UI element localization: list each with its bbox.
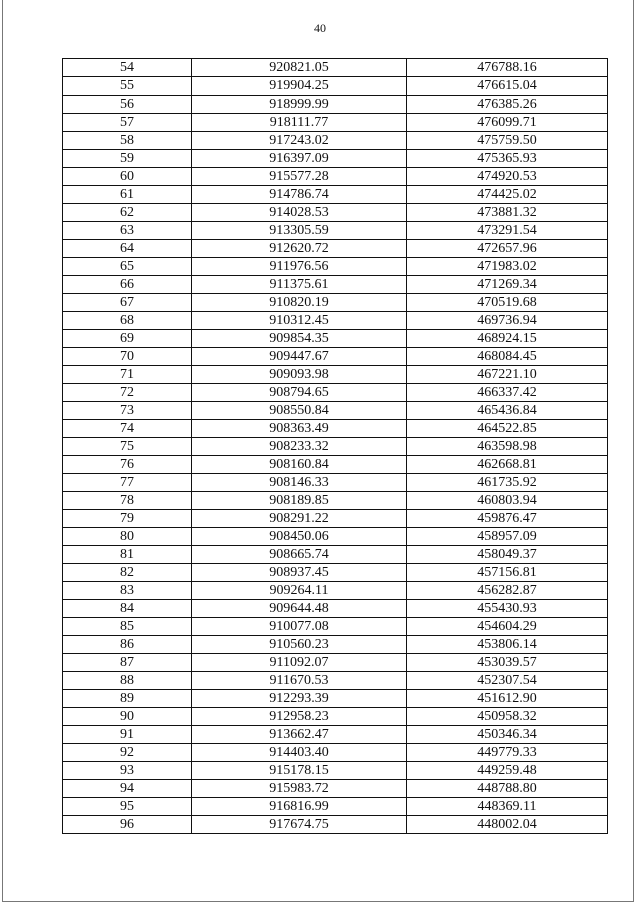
y-coordinate-cell: 453039.57 <box>407 654 608 672</box>
table-row <box>63 672 608 690</box>
table-row <box>63 312 608 330</box>
y-coordinate-cell: 458957.09 <box>407 528 608 546</box>
point-number-cell: 66 <box>63 276 192 294</box>
table-row <box>63 258 608 276</box>
x-coordinate-cell: 908189.85 <box>192 492 407 510</box>
y-coordinate-cell: 474425.02 <box>407 186 608 204</box>
table-row <box>63 114 608 132</box>
x-coordinate-cell: 908794.65 <box>192 384 407 402</box>
x-coordinate-cell: 916816.99 <box>192 798 407 816</box>
point-number-cell: 89 <box>63 690 192 708</box>
coordinates-table <box>62 58 608 834</box>
y-coordinate-cell: 467221.10 <box>407 366 608 384</box>
table-row <box>63 222 608 240</box>
point-number-cell: 60 <box>63 168 192 186</box>
table-row <box>63 618 608 636</box>
table-row <box>63 204 608 222</box>
x-coordinate-cell: 912620.72 <box>192 240 407 258</box>
table-row <box>63 150 608 168</box>
table-row <box>63 744 608 762</box>
x-coordinate-cell: 912293.39 <box>192 690 407 708</box>
y-coordinate-cell: 448369.11 <box>407 798 608 816</box>
y-coordinate-cell: 476788.16 <box>407 59 608 77</box>
table-row <box>63 798 608 816</box>
y-coordinate-cell: 471269.34 <box>407 276 608 294</box>
x-coordinate-cell: 910560.23 <box>192 636 407 654</box>
point-number-cell: 94 <box>63 780 192 798</box>
y-coordinate-cell: 473881.32 <box>407 204 608 222</box>
x-coordinate-cell: 919904.25 <box>192 77 407 96</box>
point-number-cell: 93 <box>63 762 192 780</box>
x-coordinate-cell: 913305.59 <box>192 222 407 240</box>
point-number-cell: 70 <box>63 348 192 366</box>
table-row <box>63 654 608 672</box>
table-row <box>63 402 608 420</box>
point-number-cell: 64 <box>63 240 192 258</box>
x-coordinate-cell: 918999.99 <box>192 96 407 114</box>
y-coordinate-cell: 463598.98 <box>407 438 608 456</box>
point-number-cell: 54 <box>63 59 192 77</box>
x-coordinate-cell: 916397.09 <box>192 150 407 168</box>
y-coordinate-cell: 470519.68 <box>407 294 608 312</box>
point-number-cell: 73 <box>63 402 192 420</box>
table-row <box>63 780 608 798</box>
x-coordinate-cell: 908363.49 <box>192 420 407 438</box>
point-number-cell: 81 <box>63 546 192 564</box>
table-row <box>63 456 608 474</box>
x-coordinate-cell: 909264.11 <box>192 582 407 600</box>
y-coordinate-cell: 457156.81 <box>407 564 608 582</box>
x-coordinate-cell: 911092.07 <box>192 654 407 672</box>
table-row <box>63 816 608 834</box>
y-coordinate-cell: 475365.93 <box>407 150 608 168</box>
x-coordinate-cell: 908291.22 <box>192 510 407 528</box>
y-coordinate-cell: 468924.15 <box>407 330 608 348</box>
table-row <box>63 348 608 366</box>
y-coordinate-cell: 464522.85 <box>407 420 608 438</box>
point-number-cell: 84 <box>63 600 192 618</box>
x-coordinate-cell: 909644.48 <box>192 600 407 618</box>
table-row <box>63 384 608 402</box>
table-row <box>63 690 608 708</box>
page-number: 40 <box>314 21 326 35</box>
x-coordinate-cell: 915577.28 <box>192 168 407 186</box>
coordinates-table-body <box>63 59 608 834</box>
table-row <box>63 726 608 744</box>
point-number-cell: 72 <box>63 384 192 402</box>
table-row <box>63 546 608 564</box>
x-coordinate-cell: 908233.32 <box>192 438 407 456</box>
x-coordinate-cell: 910820.19 <box>192 294 407 312</box>
point-number-cell: 91 <box>63 726 192 744</box>
x-coordinate-cell: 914028.53 <box>192 204 407 222</box>
y-coordinate-cell: 459876.47 <box>407 510 608 528</box>
table-row <box>63 240 608 258</box>
table-row <box>63 330 608 348</box>
x-coordinate-cell: 917674.75 <box>192 816 407 834</box>
table-row <box>63 528 608 546</box>
x-coordinate-cell: 909447.67 <box>192 348 407 366</box>
y-coordinate-cell: 476099.71 <box>407 114 608 132</box>
y-coordinate-cell: 476385.26 <box>407 96 608 114</box>
point-number-cell: 80 <box>63 528 192 546</box>
point-number-cell: 67 <box>63 294 192 312</box>
table-row <box>63 186 608 204</box>
table-row <box>63 762 608 780</box>
table-row <box>63 564 608 582</box>
y-coordinate-cell: 449259.48 <box>407 762 608 780</box>
y-coordinate-cell: 474920.53 <box>407 168 608 186</box>
point-number-cell: 62 <box>63 204 192 222</box>
y-coordinate-cell: 460803.94 <box>407 492 608 510</box>
table-row <box>63 168 608 186</box>
point-number-cell: 68 <box>63 312 192 330</box>
table-row <box>63 294 608 312</box>
y-coordinate-cell: 465436.84 <box>407 402 608 420</box>
table-row <box>63 600 608 618</box>
x-coordinate-cell: 908146.33 <box>192 474 407 492</box>
y-coordinate-cell: 450346.34 <box>407 726 608 744</box>
table-row <box>63 420 608 438</box>
point-number-cell: 59 <box>63 150 192 168</box>
y-coordinate-cell: 454604.29 <box>407 618 608 636</box>
x-coordinate-cell: 909854.35 <box>192 330 407 348</box>
point-number-cell: 61 <box>63 186 192 204</box>
y-coordinate-cell: 471983.02 <box>407 258 608 276</box>
y-coordinate-cell: 472657.96 <box>407 240 608 258</box>
x-coordinate-cell: 908160.84 <box>192 456 407 474</box>
y-coordinate-cell: 466337.42 <box>407 384 608 402</box>
table-row <box>63 366 608 384</box>
y-coordinate-cell: 473291.54 <box>407 222 608 240</box>
y-coordinate-cell: 475759.50 <box>407 132 608 150</box>
y-coordinate-cell: 451612.90 <box>407 690 608 708</box>
x-coordinate-cell: 917243.02 <box>192 132 407 150</box>
point-number-cell: 82 <box>63 564 192 582</box>
point-number-cell: 83 <box>63 582 192 600</box>
point-number-cell: 87 <box>63 654 192 672</box>
y-coordinate-cell: 448788.80 <box>407 780 608 798</box>
x-coordinate-cell: 911375.61 <box>192 276 407 294</box>
point-number-cell: 55 <box>63 77 192 96</box>
point-number-cell: 96 <box>63 816 192 834</box>
point-number-cell: 58 <box>63 132 192 150</box>
x-coordinate-cell: 913662.47 <box>192 726 407 744</box>
table-row <box>63 510 608 528</box>
table-row <box>63 77 608 96</box>
x-coordinate-cell: 920821.05 <box>192 59 407 77</box>
point-number-cell: 88 <box>63 672 192 690</box>
x-coordinate-cell: 911976.56 <box>192 258 407 276</box>
y-coordinate-cell: 450958.32 <box>407 708 608 726</box>
point-number-cell: 77 <box>63 474 192 492</box>
point-number-cell: 57 <box>63 114 192 132</box>
point-number-cell: 95 <box>63 798 192 816</box>
x-coordinate-cell: 918111.77 <box>192 114 407 132</box>
x-coordinate-cell: 910077.08 <box>192 618 407 636</box>
table-row <box>63 492 608 510</box>
table-row <box>63 96 608 114</box>
table-row <box>63 276 608 294</box>
point-number-cell: 78 <box>63 492 192 510</box>
point-number-cell: 86 <box>63 636 192 654</box>
x-coordinate-cell: 908665.74 <box>192 546 407 564</box>
y-coordinate-cell: 469736.94 <box>407 312 608 330</box>
y-coordinate-cell: 453806.14 <box>407 636 608 654</box>
point-number-cell: 79 <box>63 510 192 528</box>
point-number-cell: 75 <box>63 438 192 456</box>
table-row <box>63 582 608 600</box>
y-coordinate-cell: 476615.04 <box>407 77 608 96</box>
point-number-cell: 92 <box>63 744 192 762</box>
x-coordinate-cell: 912958.23 <box>192 708 407 726</box>
x-coordinate-cell: 909093.98 <box>192 366 407 384</box>
y-coordinate-cell: 449779.33 <box>407 744 608 762</box>
x-coordinate-cell: 910312.45 <box>192 312 407 330</box>
point-number-cell: 85 <box>63 618 192 636</box>
point-number-cell: 65 <box>63 258 192 276</box>
y-coordinate-cell: 462668.81 <box>407 456 608 474</box>
x-coordinate-cell: 914786.74 <box>192 186 407 204</box>
x-coordinate-cell: 908550.84 <box>192 402 407 420</box>
table-row <box>63 59 608 77</box>
table-row <box>63 132 608 150</box>
point-number-cell: 71 <box>63 366 192 384</box>
table-row <box>63 636 608 654</box>
y-coordinate-cell: 458049.37 <box>407 546 608 564</box>
point-number-cell: 69 <box>63 330 192 348</box>
point-number-cell: 90 <box>63 708 192 726</box>
table-row <box>63 438 608 456</box>
y-coordinate-cell: 455430.93 <box>407 600 608 618</box>
table-row <box>63 474 608 492</box>
y-coordinate-cell: 452307.54 <box>407 672 608 690</box>
point-number-cell: 76 <box>63 456 192 474</box>
table-row <box>63 708 608 726</box>
y-coordinate-cell: 468084.45 <box>407 348 608 366</box>
x-coordinate-cell: 914403.40 <box>192 744 407 762</box>
y-coordinate-cell: 461735.92 <box>407 474 608 492</box>
x-coordinate-cell: 908450.06 <box>192 528 407 546</box>
point-number-cell: 74 <box>63 420 192 438</box>
y-coordinate-cell: 456282.87 <box>407 582 608 600</box>
x-coordinate-cell: 908937.45 <box>192 564 407 582</box>
point-number-cell: 56 <box>63 96 192 114</box>
point-number-cell: 63 <box>63 222 192 240</box>
x-coordinate-cell: 915983.72 <box>192 780 407 798</box>
x-coordinate-cell: 915178.15 <box>192 762 407 780</box>
y-coordinate-cell: 448002.04 <box>407 816 608 834</box>
x-coordinate-cell: 911670.53 <box>192 672 407 690</box>
